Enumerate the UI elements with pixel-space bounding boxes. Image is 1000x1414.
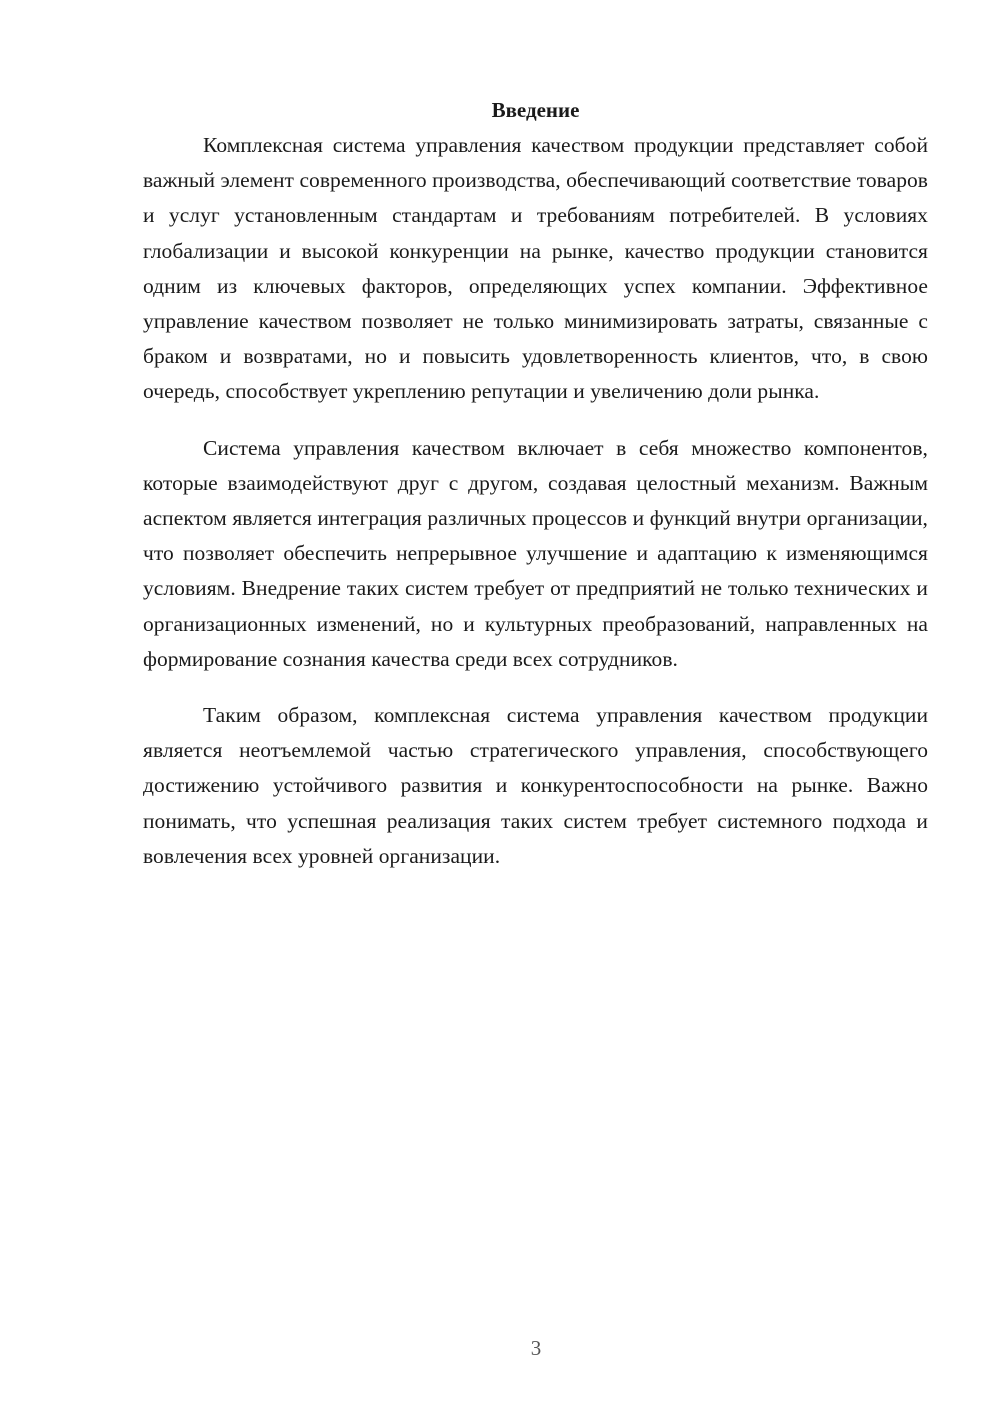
paragraph-1: Комплексная система управления качеством продукции представляет собой важный элемент современного производства, обеспечивающий соответствие товаров и услуг установленным стандартам и требованиям потребителей. В условиях глобализации и высокой конкуренции на рынке, качество продукции становится одним из ключевых факторов, определяющих успех компании. Эффективное управление качеством позволяет не только минимизировать затраты, связанные с браком и возвратами, но и повысить удовлетворенность клиентов, что, в свою очередь, способствует укреплению репутации и увеличению доли рынка. <box>143 133 928 404</box>
paragraph-2: Система управления качеством включает в себя множество компонентов, которые взаимодействуют друг с другом, создавая целостный механизм. Важным аспектом является интеграция различных процессов и функций внутри организации, что позволяет обеспечить непрерывное улучшение и адаптацию к изменяющимся условиям. Внедрение таких систем требует от предприятий не только технических и организационных изменений, но и культурных преобразований, направленных на формирование сознания качества среди всех сотрудников. <box>143 435 928 671</box>
section-title: Введение <box>491 98 580 122</box>
paragraph-3: Таким образом, комплексная система управления качеством продукции является неотъемлемой частью стратегического управления, способствующего достижению устойчивого развития и конкурентоспособности на рынке. Важно понимать, что успешная реализация таких систем требует системного подхода и вовлечения всех уровней организации. <box>143 703 928 868</box>
page-content <box>143 93 928 874</box>
page-number: 3 <box>530 1336 542 1360</box>
